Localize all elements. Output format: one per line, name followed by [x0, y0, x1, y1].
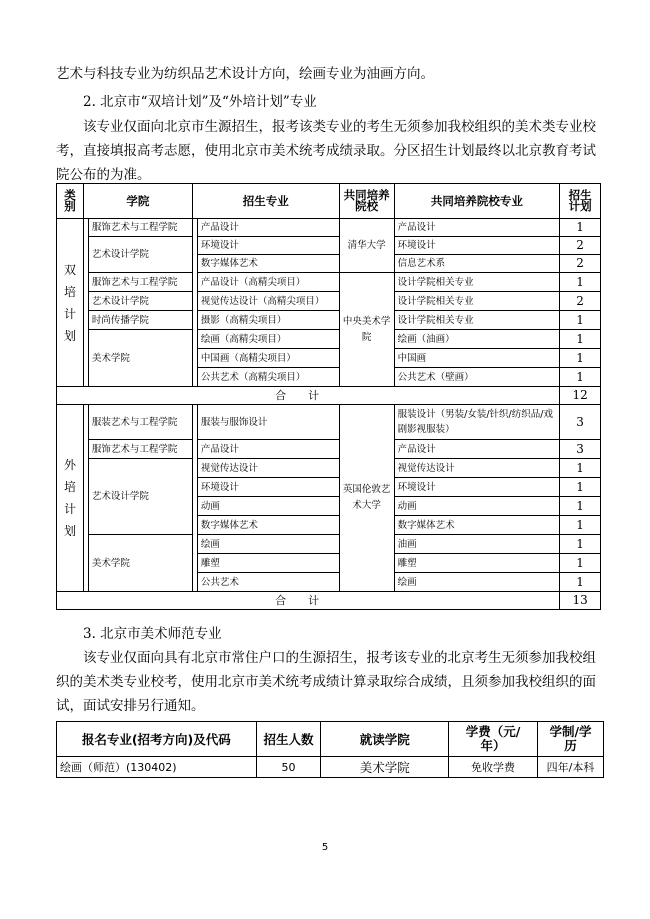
table-cell-college: 服饰艺术与工程学院: [88, 440, 192, 459]
table-cell-plan: 1: [560, 573, 601, 592]
table-cell-plan: 1: [560, 516, 601, 535]
table-cell-plan: 2: [560, 292, 601, 311]
header-major-code: 报名专业(招考方向)及代码: [57, 722, 257, 757]
table-cell-college: 服饰艺术与工程学院: [88, 219, 192, 237]
table-cell-plan: 2: [560, 255, 601, 273]
table-cell-duration: 四年/本科: [538, 757, 604, 778]
total-label-waipei: 合计: [57, 592, 560, 610]
header-fee: 学费（元/年）: [449, 722, 538, 757]
table-cell-college: 美术学院: [321, 757, 449, 778]
table-cell-plan: 1: [560, 535, 601, 554]
table-cell-plan: 1: [560, 368, 601, 387]
table-cell-plan: 1: [560, 219, 601, 237]
table-cell-partner-major: 绘画: [394, 573, 560, 592]
table-cell-partner-major: 设计学院相关专业: [394, 311, 560, 330]
paragraph-section-2: 该专业仅面向北京市生源招生，报考该类专业的考生无须参加我校组织的美术类专业校考，直接填报高考志愿，使用北京市美术统考成绩录取。分区招生计划最终以北京教育考试院公布的为准。: [56, 119, 596, 183]
table-cell-major: 公共艺术: [197, 573, 339, 592]
header-duration: 学制/学历: [538, 722, 604, 757]
table-cell-partner-major: 设计学院相关专业: [394, 273, 560, 292]
table-cell-plan: 3: [560, 405, 601, 440]
table-cell-plan: 1: [560, 554, 601, 573]
table-cell-major: 摄影（高精尖项目）: [197, 311, 339, 330]
table-cell-plan: 2: [560, 237, 601, 255]
category-shuangpei: 双培计划: [57, 219, 84, 387]
table-cell-plan: 3: [560, 440, 601, 459]
table-cell-major: 数字媒体艺术: [197, 516, 339, 535]
header-partner: 共同培养院校: [339, 184, 394, 219]
category-waipei: 外培计划: [57, 405, 84, 592]
plan-table: [56, 183, 601, 610]
table-cell-major: 视觉传达设计: [197, 459, 339, 478]
total-label-shuangpei: 合计: [57, 387, 560, 405]
paragraph-major-directions: 艺术与科技专业为纺织品艺术设计方向，绘画专业为油画方向。: [56, 66, 434, 82]
table-cell-partner-major: 绘画（油画）: [394, 330, 560, 349]
table-cell-college: 美术学院: [88, 535, 192, 592]
table-cell-major-code: 绘画（师范）(130402): [57, 757, 257, 778]
header-college: 就读学院: [321, 722, 449, 757]
table-cell-partner-major: 雕塑: [394, 554, 560, 573]
table-cell-partner-major: 数字媒体艺术: [394, 516, 560, 535]
header-major: 招生专业: [192, 184, 339, 219]
table-cell-major: 动画: [197, 497, 339, 516]
table-cell-partner-major: 服装设计（男装/女装/针织/纺织品/戏剧影视服装）: [394, 405, 560, 440]
table-cell-major: 数字媒体艺术: [197, 255, 339, 273]
total-waipei: 13: [560, 592, 601, 610]
table-cell-plan: 1: [560, 311, 601, 330]
page-number: 5: [321, 842, 329, 853]
teacher-major-table: [56, 721, 604, 778]
section-heading-3: 3. 北京市美术师范专业: [83, 626, 222, 642]
table-cell-partner-major: 公共艺术（壁画）: [394, 368, 560, 387]
table-cell-plan: 1: [560, 459, 601, 478]
table-cell-major: 中国画（高精尖项目）: [197, 349, 339, 368]
table-cell-plan: 1: [560, 478, 601, 497]
table-cell-major: 环境设计: [197, 237, 339, 255]
table-cell-partner-major: 信息艺术系: [394, 255, 560, 273]
partner-cafa: 中央美术学院: [339, 273, 394, 387]
table-cell-major: 绘画: [197, 535, 339, 554]
table-cell-partner-major: 产品设计: [394, 219, 560, 237]
table-cell-major: 服装与服饰设计: [197, 405, 339, 440]
table-cell-partner-major: 设计学院相关专业: [394, 292, 560, 311]
table-cell-plan: 1: [560, 349, 601, 368]
table-cell-fee: 免收学费: [449, 757, 538, 778]
table-cell-partner-major: 油画: [394, 535, 560, 554]
table-cell-plan: 1: [560, 497, 601, 516]
table-cell-plan: 1: [560, 330, 601, 349]
table-cell-count: 50: [256, 757, 321, 778]
header-category: 类别: [57, 184, 84, 219]
table-cell-partner-major: 动画: [394, 497, 560, 516]
header-count: 招生人数: [256, 722, 321, 757]
section-heading-2: 2. 北京市“双培计划”及“外培计划”专业: [83, 94, 317, 110]
table-cell-college: 服饰艺术与工程学院: [88, 273, 192, 292]
table-cell-major: 产品设计（高精尖项目）: [197, 273, 339, 292]
table-cell-partner-major: 环境设计: [394, 237, 560, 255]
table-cell-major: 产品设计: [197, 219, 339, 237]
total-shuangpei: 12: [560, 387, 601, 405]
table-cell-major: 雕塑: [197, 554, 339, 573]
header-plan: 招生计划: [560, 184, 601, 219]
table-cell-plan: 1: [560, 273, 601, 292]
table-cell-college: 艺术设计学院: [88, 459, 192, 535]
header-college: 学院: [83, 184, 192, 219]
paragraph-section-3: 该专业仅面向具有北京市常住户口的生源招生，报考该专业的北京考生无须参加我校组织的美术类专业校考，使用北京市美术统考成绩计算录取综合成绩，且须参加我校组织的面试，面试安排另行通知。: [56, 650, 596, 714]
table-cell-college: 艺术设计学院: [88, 237, 192, 273]
partner-tsinghua: 清华大学: [339, 219, 394, 273]
table-cell-major: 公共艺术（高精尖项目）: [197, 368, 339, 387]
table-cell-partner-major: 环境设计: [394, 478, 560, 497]
header-partner-major: 共同培养院校专业: [394, 184, 560, 219]
table-cell-partner-major: 中国画: [394, 349, 560, 368]
table-cell-major: 视觉传达设计（高精尖项目）: [197, 292, 339, 311]
table-cell-major: 产品设计: [197, 440, 339, 459]
partner-ual: 英国伦敦艺术大学: [339, 405, 394, 592]
table-cell-college: 美术学院: [88, 330, 192, 387]
table-cell-major: 环境设计: [197, 478, 339, 497]
table-cell-college: 时尚传播学院: [88, 311, 192, 330]
table-cell-partner-major: 视觉传达设计: [394, 459, 560, 478]
table-cell-partner-major: 产品设计: [394, 440, 560, 459]
table-cell-major: 绘画（高精尖项目）: [197, 330, 339, 349]
table-cell-college: 服装艺术与工程学院: [88, 405, 192, 440]
table-cell-college: 艺术设计学院: [88, 292, 192, 311]
